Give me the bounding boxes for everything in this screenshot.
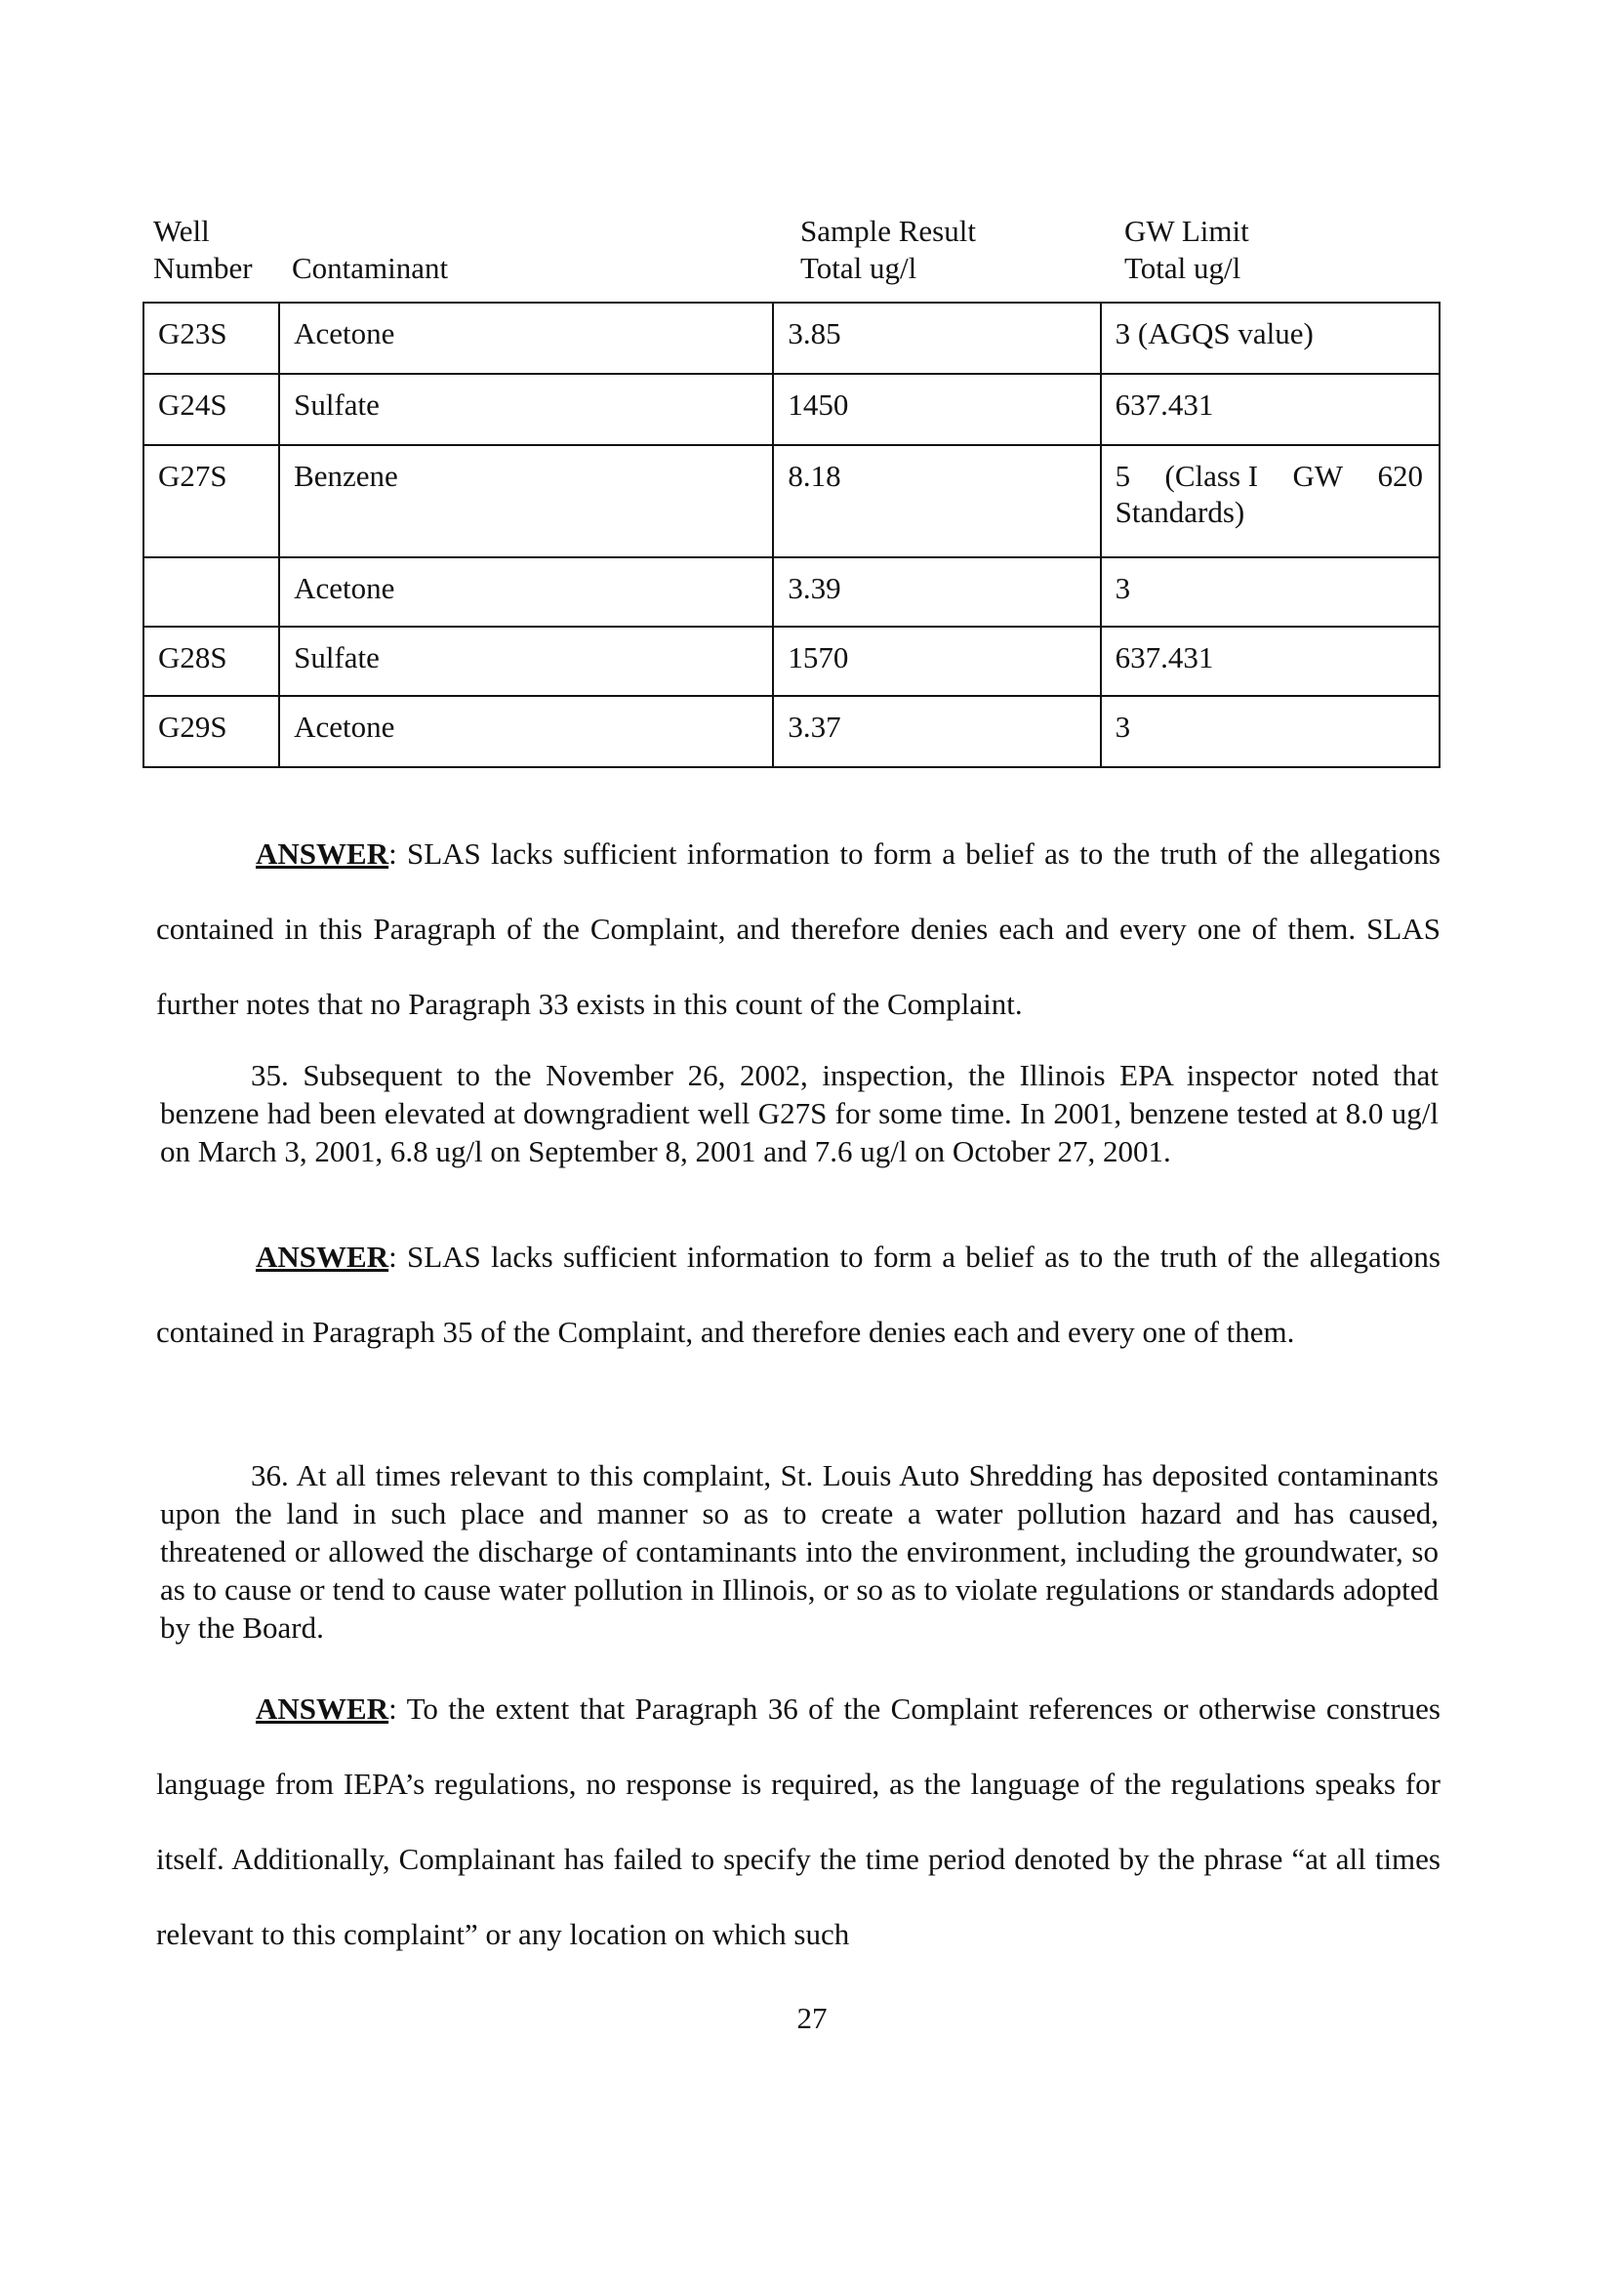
contaminant-cell: Acetone — [279, 303, 773, 374]
header-well-line2: Number — [153, 251, 253, 285]
table-row — [143, 696, 1440, 767]
answer-text: : SLAS lacks sufficient information to form a belief as to the truth of the allegations contained in Paragraph 35 of the Complaint, and therefore denies each and every one of them. — [156, 1240, 1441, 1349]
header-sample-result — [800, 213, 976, 287]
header-limit-line2: Total ug/l — [1124, 251, 1241, 285]
table-row — [143, 374, 1440, 445]
limit-line1 — [1116, 458, 1425, 494]
paragraph-36: 36. At all times relevant to this complaint, St. Louis Auto Shredding has deposited contaminants upon the land in such place and manner so as to create a water pollution hazard and has caused, threatened or allowed the discharge of contaminants into the environment, including the groundwater, so as to cause or tend to cause water pollution in Illinois, or so as to violate regulations or standards adopted by the Board. — [160, 1458, 1439, 1645]
table-row — [143, 557, 1440, 627]
answer-paragraph-2 — [156, 1219, 1441, 1369]
header-gw-limit — [1124, 213, 1249, 287]
header-sample-line1: Sample Result — [800, 214, 976, 248]
result-cell: 1450 — [773, 374, 1100, 445]
well-cell: G27S — [143, 445, 279, 557]
limit-part: (Class I — [1164, 459, 1259, 493]
limit-cell — [1101, 445, 1440, 557]
well-cell — [143, 557, 279, 627]
contaminant-cell: Acetone — [279, 557, 773, 627]
paragraph-35: 35. Subsequent to the November 26, 2002, inspection, the Illinois EPA inspector noted that benzene had been elevated at downgradient well G27S for some time. In 2001, benzene tested at 8.0 ug/l on March 3, 2001, 6.8 ug/l on September 8, 2001 and 7.6 ug/l on October 27, 2001. — [160, 1058, 1439, 1168]
contaminant-cell: Acetone — [279, 696, 773, 767]
contaminant-cell: Sulfate — [279, 374, 773, 445]
result-cell: 3.85 — [773, 303, 1100, 374]
limit-part: 620 — [1377, 459, 1423, 493]
answer-heading: ANSWER — [256, 1691, 389, 1726]
header-well-line1: Well — [153, 214, 210, 248]
limit-part: GW — [1292, 459, 1344, 493]
limit-part: 5 — [1115, 459, 1131, 493]
limit-cell: 637.431 — [1101, 374, 1440, 445]
result-cell: 3.39 — [773, 557, 1100, 627]
header-sample-line2: Total ug/l — [800, 251, 917, 285]
limit-cell: 3 — [1101, 557, 1440, 627]
well-cell: G24S — [143, 374, 279, 445]
header-well — [153, 213, 253, 287]
contaminant-cell: Sulfate — [279, 627, 773, 696]
result-cell: 3.37 — [773, 696, 1100, 767]
header-limit-line1: GW Limit — [1124, 214, 1249, 248]
limit-cell: 3 (AGQS value) — [1101, 303, 1440, 374]
result-cell: 8.18 — [773, 445, 1100, 557]
answer-paragraph-3 — [156, 1671, 1441, 1972]
header-contaminant: Contaminant — [292, 251, 449, 285]
table-row — [143, 445, 1440, 557]
answer-paragraph-1 — [156, 816, 1441, 1041]
table-row — [143, 303, 1440, 374]
answer-heading: ANSWER — [256, 836, 389, 871]
well-cell: G23S — [143, 303, 279, 374]
answer-text: : SLAS lacks sufficient information to form a belief as to the truth of the allegations contained in this Paragraph of the Complaint, and therefore denies each and every one of them. SLAS further notes that no Paragraph 33 exists in this count of the Complaint. — [156, 836, 1441, 1021]
page-number: 27 — [796, 2001, 828, 2035]
well-cell: G29S — [143, 696, 279, 767]
answer-text: : To the extent that Paragraph 36 of the Complaint references or otherwise construes language from IEPA’s regulations, no response is required, as the language of the regulations speaks for itself. Additionally, Complainant has failed to specify the time period denoted by the phrase “at all times relevant to this complaint” or any location on which such — [156, 1691, 1441, 1951]
answer-heading: ANSWER — [256, 1240, 389, 1274]
limit-line2: Standards) — [1115, 495, 1245, 529]
result-cell: 1570 — [773, 627, 1100, 696]
limit-cell: 3 — [1101, 696, 1440, 767]
contaminant-table — [142, 302, 1441, 768]
table-row — [143, 627, 1440, 696]
well-cell: G28S — [143, 627, 279, 696]
limit-cell: 637.431 — [1101, 627, 1440, 696]
contaminant-cell: Benzene — [279, 445, 773, 557]
